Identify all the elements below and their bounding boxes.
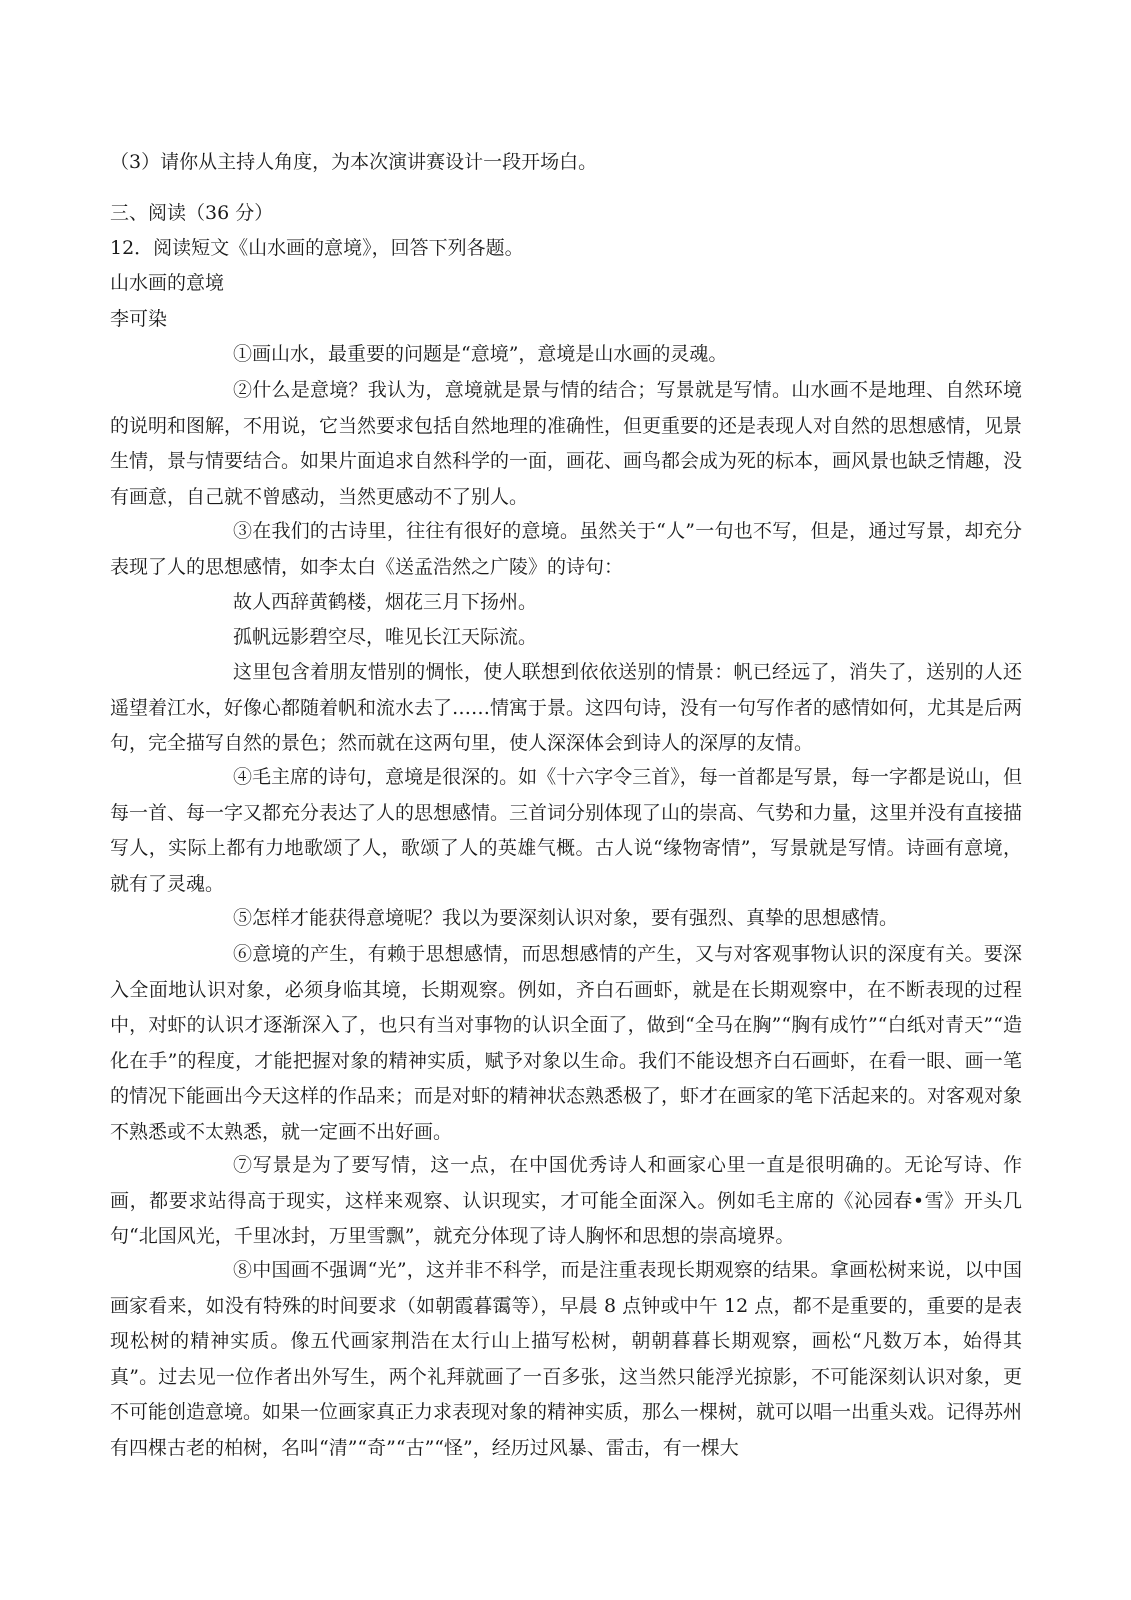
poem-line-1: 故人西辞黄鹤楼，烟花三月下扬州。 (233, 591, 538, 613)
question-3-text: （3）请你从主持人角度，为本次演讲赛设计一段开场白。 (110, 151, 598, 173)
paragraph-5: ⑤怎样才能获得意境呢？我以为要深刻认识对象，要有强烈、真挚的思想感情。 (233, 907, 899, 929)
paragraph-8: ⑧中国画不强调“光”，这并非不科学，而是注重表现长期观察的结果。拿画松树来说，以中国画家看来，如没有特殊的时间要求（如朝霞暮霭等），早晨 8 点钟或中午 12 点，都不是重要的，重要的是表现松树的精神实质。像五代画家荆浩在太行山上描写松树，朝朝暮暮长期观察，画松“凡数万本，始得其真”。过去见一位作者出外写生，两个礼拜就画了一百多张，这当然只能浮光掠影，不可能深刻认识对象，更不可能创造意境。如果一位画家真正力求表现对象的精神实质，那么一棵树，就可以唱一出重头戏。记得苏州有四棵古老的柏树，名叫“清”“奇”“古”“怪”，经历过风暴、雷击，有一棵大 (110, 1259, 1023, 1459)
paragraph-4: ④毛主席的诗句，意境是很深的。如《十六字令三首》，每一首都是写景，每一字都是说山，但每一首、每一字又都充分表达了人的思想感情。三首词分别体现了山的崇高、气势和力量，这里并没有直接描写人，实际上都有力地歌颂了人，歌颂了人的英雄气概。古人说“缘物寄情”，写景就是写情。诗画有意境，就有了灵魂。 (110, 766, 1023, 895)
paragraph-poem-commentary: 这里包含着朋友惜别的惆怅，使人联想到依依送别的情景：帆已经远了，消失了，送别的人还遥望着江水，好像心都随着帆和流水去了……情寓于景。这四句诗，没有一句写作者的感情如何，尤其是后两句，完全描写自然的景色；然而就在这两句里，使人深深体会到诗人的深厚的友情。 (110, 661, 1023, 754)
paragraph-7: ⑦写景是为了要写情，这一点，在中国优秀诗人和画家心里一直是很明确的。无论写诗、作画，都要求站得高于现实，这样来观察、认识现实，才可能全面深入。例如毛主席的《沁园春•雪》开头几句“北国风光，千里冰封，万里雪飘”，就充分体现了诗人胸怀和思想的崇高境界。 (110, 1154, 1022, 1247)
paragraph-1: ①画山水，最重要的问题是“意境”，意境是山水画的灵魂。 (233, 343, 728, 365)
article-author: 李可染 (110, 308, 168, 330)
poem-line-2: 孤帆远影碧空尽，唯见长江天际流。 (233, 626, 538, 648)
section-heading: 三、阅读（36 分） (110, 202, 274, 224)
paragraph-2: ②什么是意境？我认为，意境就是景与情的结合；写景就是写情。山水画不是地理、自然环境的说明和图解，不用说，它当然要求包括自然地理的准确性，但更重要的还是表现人对自然的思想感情，见景生情，景与情要结合。如果片面追求自然科学的一面，画花、画鸟都会成为死的标本，画风景也缺乏情趣，没有画意，自己就不曾感动，当然更感动不了别人。 (110, 379, 1023, 508)
paragraph-3: ③在我们的古诗里，往往有很好的意境。虽然关于“人”一句也不写，但是，通过写景，却充分表现了人的思想感情，如李太白《送孟浩然之广陵》的诗句： (110, 520, 1022, 578)
question-12-prompt: 12．阅读短文《山水画的意境》，回答下列各题。 (110, 237, 524, 259)
paragraph-6: ⑥意境的产生，有赖于思想感情，而思想感情的产生，又与对客观事物认识的深度有关。要深入全面地认识对象，必须身临其境，长期观察。例如，齐白石画虾，就是在长期观察中，在不断表现的过程中，对虾的认识才逐渐深入了，也只有当对事物的认识全面了，做到“全马在胸”“胸有成竹”“白纸对青天”“造化在手”的程度，才能把握对象的精神实质，赋予对象以生命。我们不能设想齐白石画虾，在看一眼、画一笔的情况下能画出今天这样的作品来；而是对虾的精神状态熟悉极了，虾才在画家的笔下活起来的。对客观对象不熟悉或不太熟悉，就一定画不出好画。 (110, 943, 1023, 1143)
article-title: 山水画的意境 (110, 272, 225, 294)
